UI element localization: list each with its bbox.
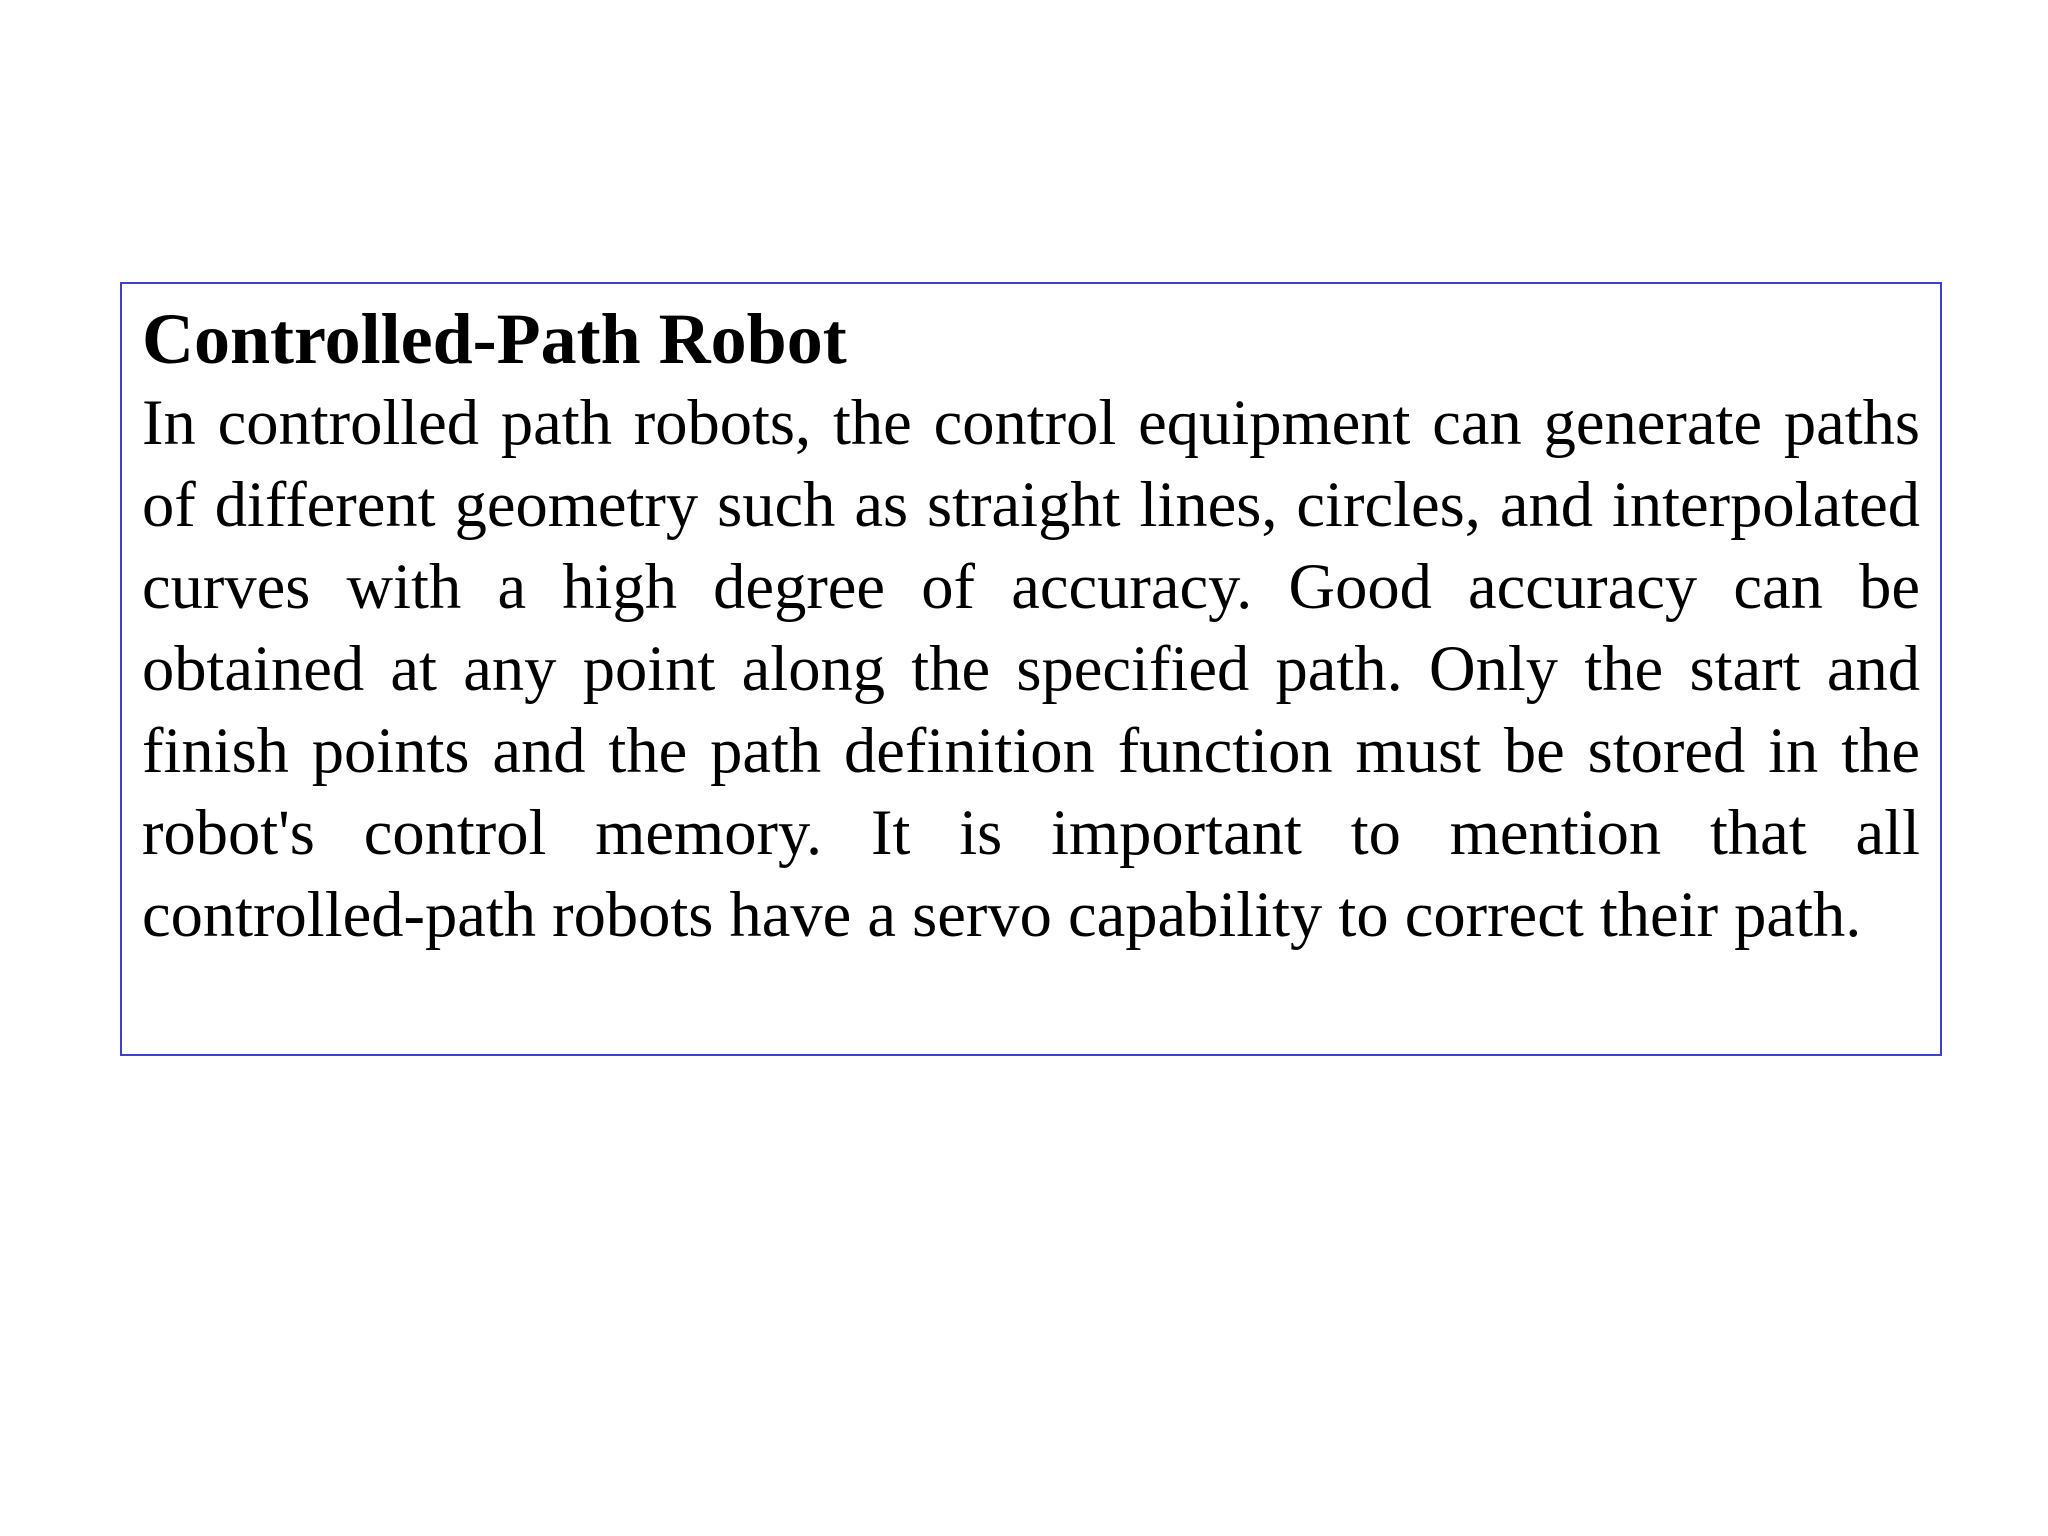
bordered-text-box (120, 282, 1942, 1056)
slide-body-text: In controlled path robots, the control equipment can generate paths of different geometry such as straight lines, circles, and interpolated curves with a high degree of accuracy. Good accuracy can be obtained at any point along the specified path. Only the start and finish points and the path definition function must be stored in the robot's control memory. It is important to mention that all controlled-path robots have a servo capability to correct their path. (142, 387, 1920, 950)
slide-title: Controlled-Path Robot (142, 299, 847, 379)
